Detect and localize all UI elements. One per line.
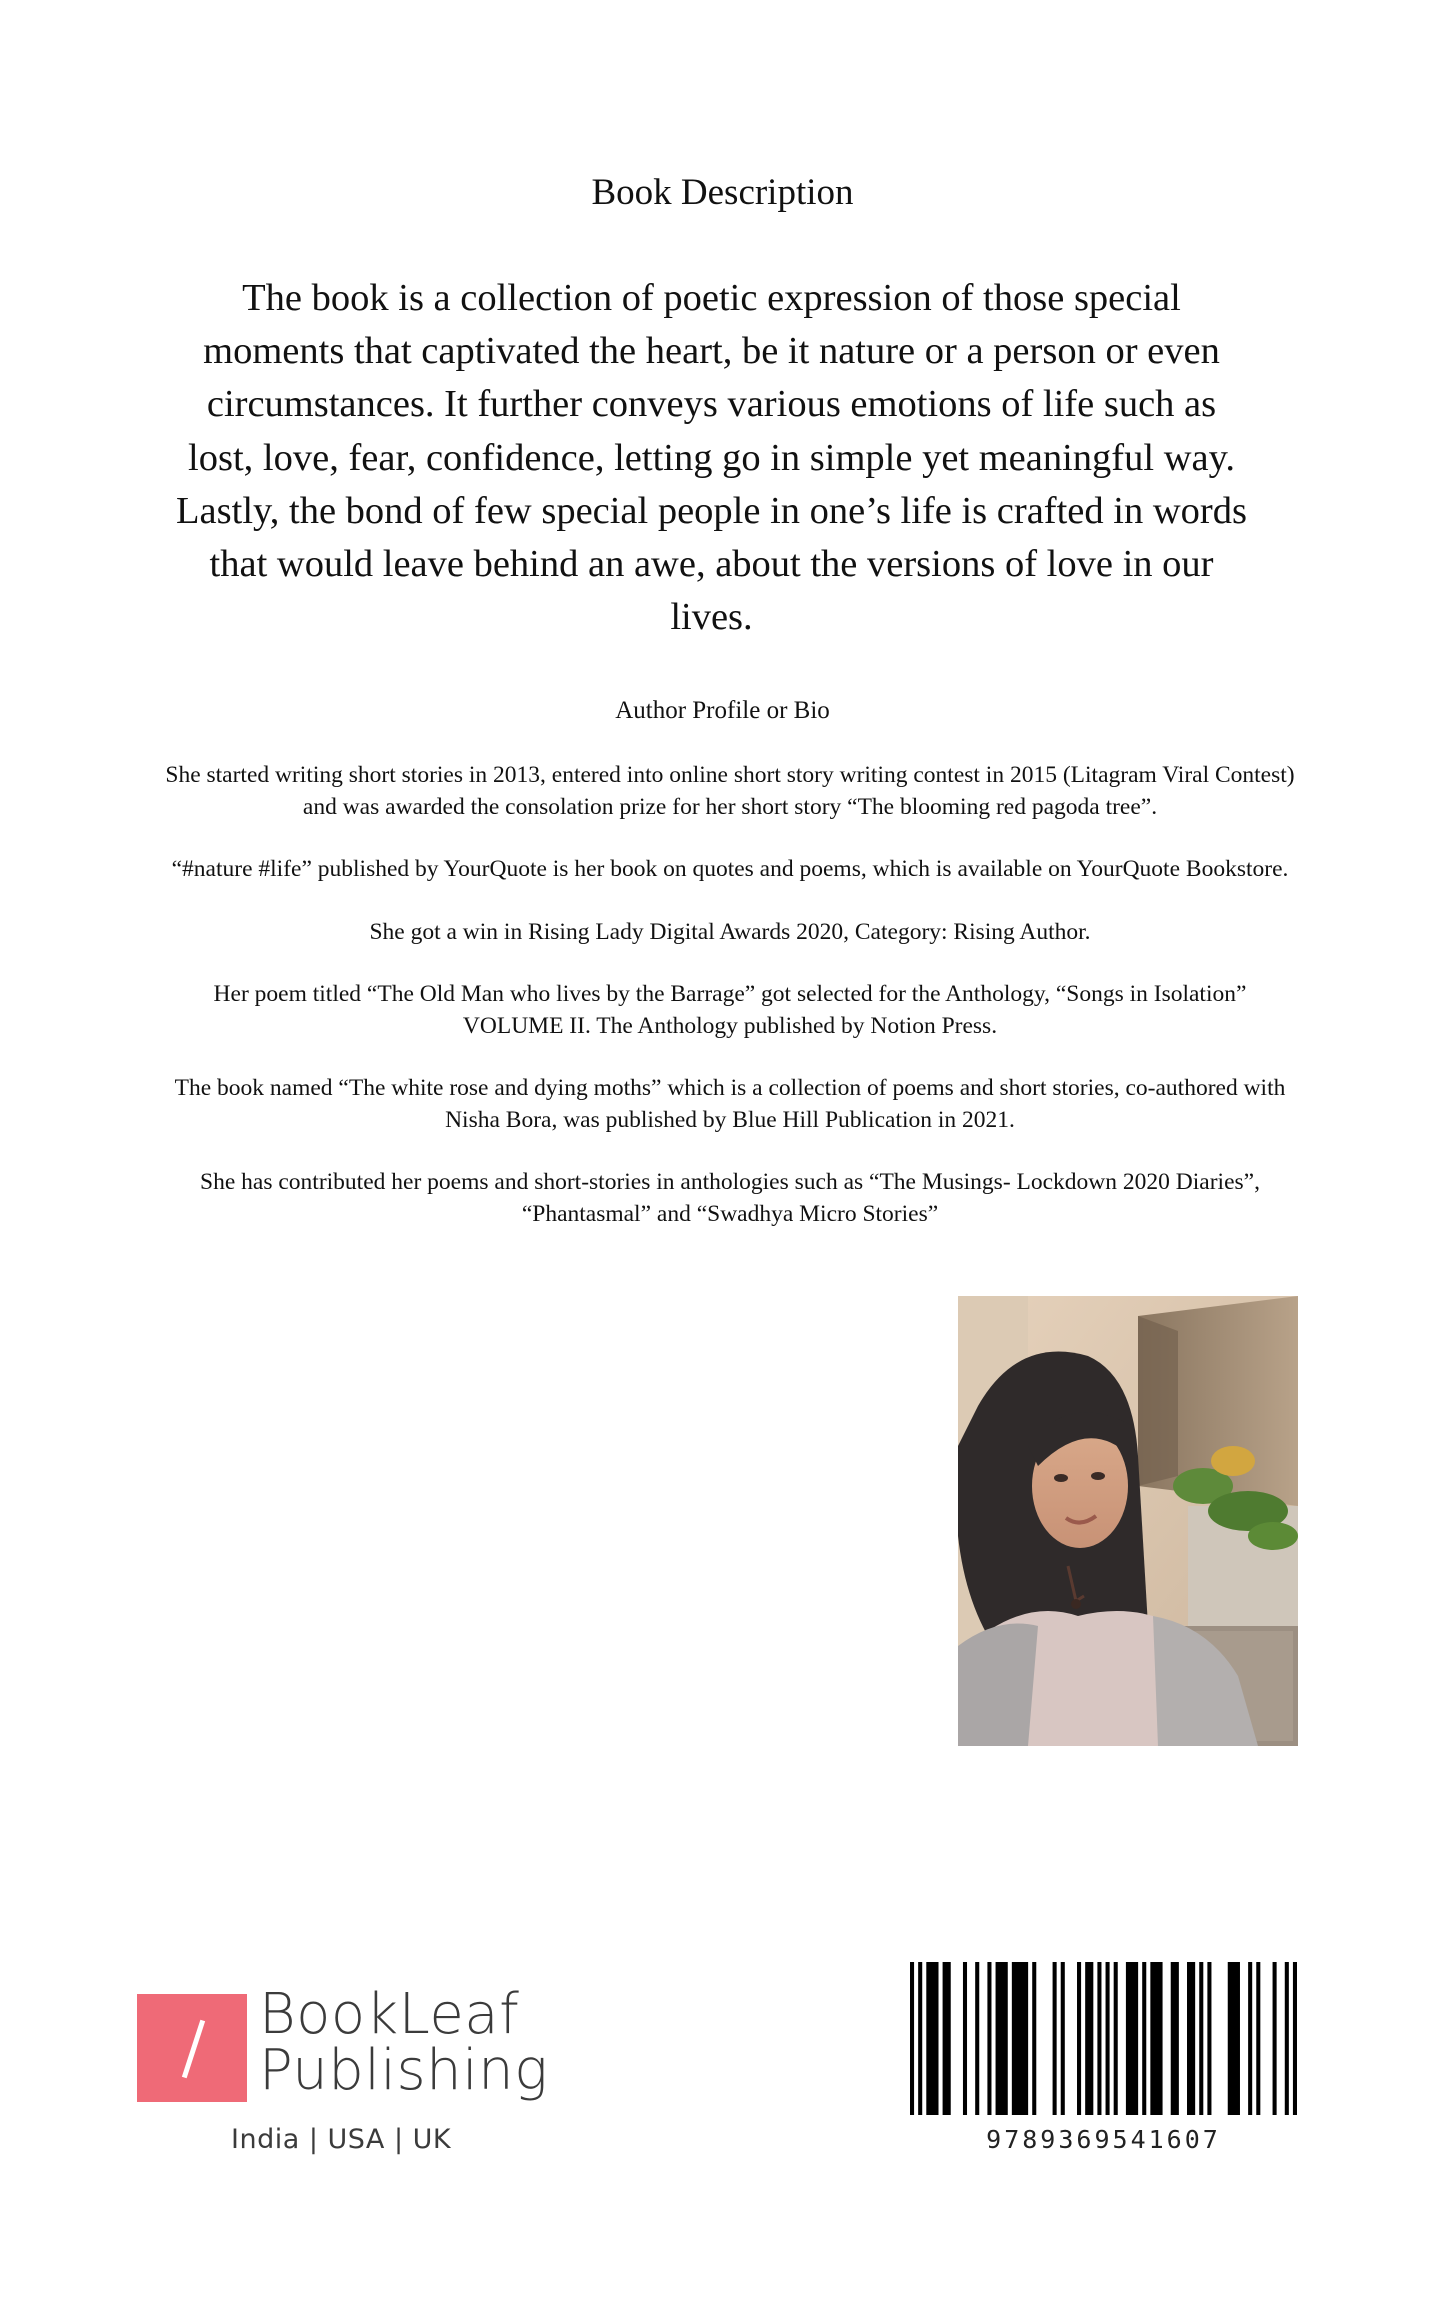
barcode-bar (963, 1962, 967, 2115)
barcode-bar (1273, 1962, 1277, 2115)
barcode-bar (1061, 1962, 1065, 2115)
bookleaf-logo-mark (137, 1994, 247, 2102)
barcode-bar (1142, 1962, 1146, 2115)
barcode-bar (996, 1962, 1008, 2115)
barcode-bar (1114, 1962, 1118, 2115)
barcode-bar (1077, 1962, 1081, 2115)
bio-section (165, 760, 1295, 1261)
isbn-barcode (910, 1962, 1297, 2115)
author-photo (958, 1296, 1298, 1746)
barcode-bar (987, 1962, 991, 2115)
bio-paragraph: She got a win in Rising Lady Digital Awards 2020, Category: Rising Author. (369, 918, 1091, 945)
barcode-bar (1012, 1962, 1028, 2115)
barcode-bar (1228, 1962, 1240, 2115)
barcode-bar (943, 1962, 951, 2115)
barcode-bar (1199, 1962, 1203, 2115)
barcode-bar (1126, 1962, 1138, 2115)
publisher-regions: India | USA | UK (231, 2124, 452, 2155)
barcode-bar (1256, 1962, 1260, 2115)
barcode-bar (1207, 1962, 1211, 2115)
barcode-bar (1106, 1962, 1110, 2115)
barcode-bar (1248, 1962, 1252, 2115)
barcode-bar (1085, 1962, 1093, 2115)
publisher-name-line2: Publishing (259, 2038, 549, 2103)
barcode-bar (975, 1962, 979, 2115)
bio-paragraph: She started writing short stories in 2013, entered into online short story writing contest in 2015 (Litagram Viral Contest) and was awarded the consolation prize for her short story “The blooming red pagoda tree”. (165, 762, 1295, 820)
isbn-number: 9789369541607 (986, 2125, 1221, 2154)
barcode-bar (918, 1962, 922, 2115)
barcode-bar (1171, 1962, 1179, 2115)
barcode-bar (1293, 1962, 1297, 2115)
publisher-name-line1: BookLeaf (259, 1982, 520, 2047)
description-body: The book is a collection of poetic expression of those special moments that captivated the heart, be it nature or a person or even circumstances. It further conveys various emotions of life such as lost, love, fear, confidence, letting go in simple yet meaningful way. Lastly, the bond of few special people in one’s life is crafted in words that would leave behind an awe, about the versions of love in our lives. (176, 277, 1247, 639)
bio-heading: Author Profile or Bio (615, 697, 830, 724)
bio-paragraph: She has contributed her poems and short-stories in anthologies such as “The Musings- Lockdown 2020 Diaries”, “Phantasmal” and “Swadhya Micro Stories” (200, 1169, 1260, 1227)
barcode-bar (910, 1962, 914, 2115)
barcode-bar (1032, 1962, 1036, 2115)
bio-paragraph: “#nature #life” published by YourQuote is her book on quotes and poems, which is available on YourQuote Bookstore. (171, 856, 1289, 882)
publisher-logo (137, 1982, 557, 2120)
barcode-bar (1285, 1962, 1289, 2115)
description-heading: Book Description (591, 172, 854, 213)
barcode-bar (1053, 1962, 1057, 2115)
bio-paragraph: The book named “The white rose and dying moths” which is a collection of poems and short stories, co-authored with Nisha Bora, was published by Blue Hill Publication in 2021. (174, 1075, 1286, 1133)
bio-paragraph: Her poem titled “The Old Man who lives by the Barrage” got selected for the Anthology, “Songs in Isolation” VOLUME II. The Anthology published by Notion Press. (213, 981, 1247, 1039)
barcode-bar (926, 1962, 938, 2115)
slash-icon (182, 2020, 205, 2079)
barcode-bar (1097, 1962, 1101, 2115)
barcode-bar (1150, 1962, 1162, 2115)
barcode-bar (1187, 1962, 1195, 2115)
